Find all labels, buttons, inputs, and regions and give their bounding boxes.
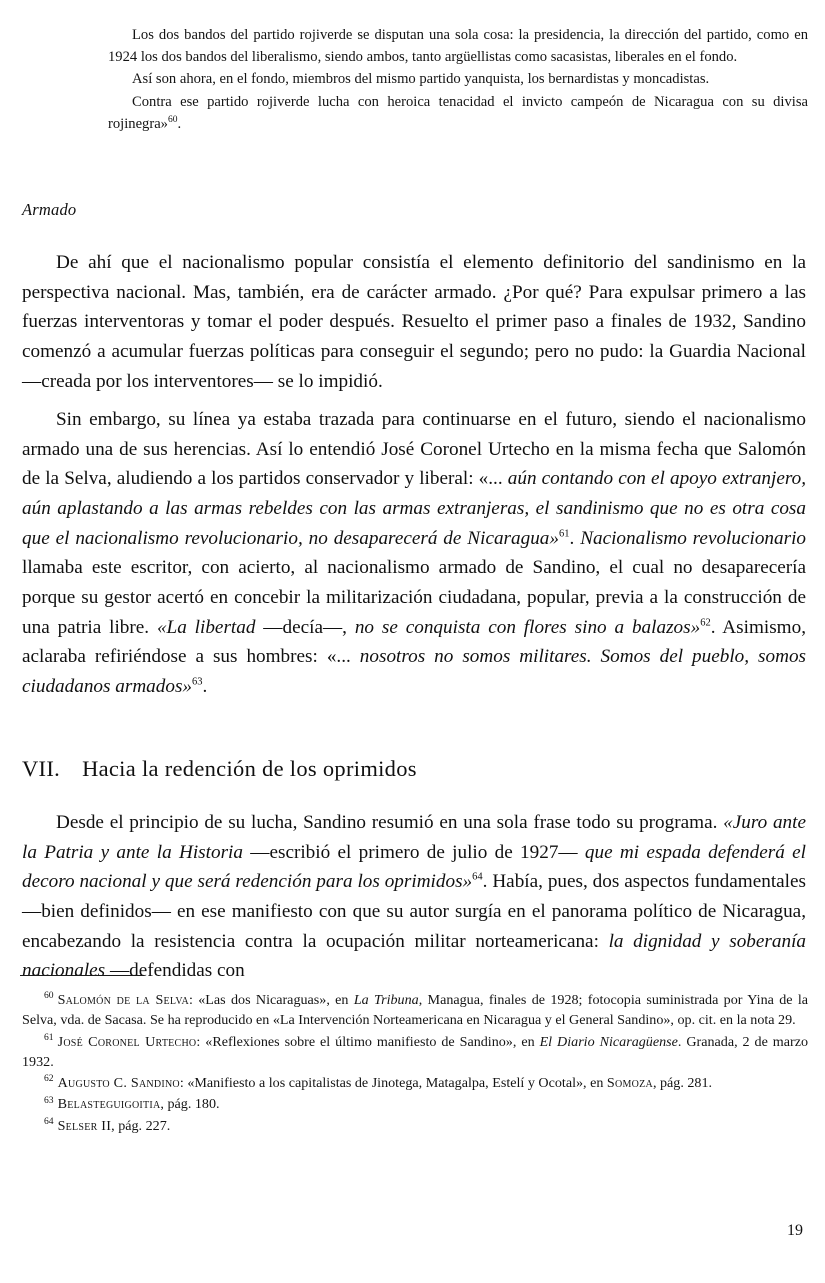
italic-quotation: que mi espada defenderá el decoro nacional y que será redención para los oprimidos» bbox=[22, 841, 806, 893]
body-paragraph-vii-1 bbox=[22, 808, 806, 986]
text-run: . bbox=[569, 527, 581, 549]
text-run: . Asimismo, aclaraba refiriéndose a sus hombres: «... bbox=[22, 616, 807, 668]
italic-title: La Tribuna bbox=[353, 992, 419, 1008]
footnote-reference-64[interactable]: 64 bbox=[472, 871, 483, 883]
footnote-60 bbox=[22, 990, 808, 1031]
text-run: Desde el principio de su lucha, Sandino resumió en una sola frase todo su programa. bbox=[56, 812, 724, 833]
italic-quotation: nosotros no somos militares. Somos del pueblo, somos ciudadanos armados» bbox=[22, 646, 806, 697]
text-run: , Managua, finales de 1928; fotocopia suministrada por Yina de la Selva, vda. de Sacasa. Se ha reproducido en «La Intervención Norteamericana en Nicaragua y el General Sandino», op. cit. en la nota 29. bbox=[22, 992, 809, 1029]
footnote-62 bbox=[22, 1073, 808, 1093]
footnote-64 bbox=[22, 1116, 808, 1136]
footnote-author: Salomón de la Selva bbox=[57, 992, 190, 1008]
paragraph-text: De ahí que el nacionalismo popular consistía el elemento definitorio del sandinismo en la perspectiva nacional. Mas, también, era de carácter armado. ¿Por qué? Para expulsar primero a las fuerzas interventoras y tomar el poder después. Resuelto el primer paso a finales de 1932, Sandino comenzó a acumular fuerzas políticas para conseguir el segundo; pero no pudo: la Guardia Nacional —creada por los interventores— se lo impidió. bbox=[22, 252, 806, 392]
footnote-reference-61[interactable]: 61 bbox=[559, 528, 570, 540]
footnote-61 bbox=[22, 1032, 808, 1073]
italic-phrase: la dignidad y soberanía nacionales bbox=[22, 930, 806, 982]
block-quotation bbox=[108, 24, 808, 135]
footnote-number: 60 bbox=[44, 990, 54, 1002]
text-run: —decía—, bbox=[255, 616, 355, 638]
body-paragraph-armado-2 bbox=[22, 405, 806, 702]
blockquote-paragraph-1: Los dos bandos del partido rojiverde se disputan una sola cosa: la presidencia, la dirección del partido, como en 1924 los dos bandos del liberalismo, siendo ambos, tanto argüellistas como sacasistas, liberales en el fondo. bbox=[108, 27, 808, 66]
text-run: : «Reflexiones sobre el último manifiesto de Sandino», en bbox=[196, 1033, 540, 1050]
text-run: : «Las dos Nicaraguas», en bbox=[189, 992, 354, 1008]
italic-term: Nacionalismo revolucionario bbox=[580, 527, 807, 549]
text-run: . bbox=[202, 675, 208, 697]
footnote-source: Somoza bbox=[606, 1075, 653, 1092]
text-run: , pág. 180. bbox=[160, 1096, 220, 1113]
footnote-number: 61 bbox=[44, 1031, 54, 1043]
footnote-author: Selser II bbox=[57, 1117, 112, 1134]
footnote-author: José Coronel Urtecho bbox=[57, 1033, 197, 1050]
footnotes-section bbox=[22, 990, 808, 1137]
text-run: . Granada, 2 de marzo 1932. bbox=[22, 1033, 809, 1070]
chapter-title: Hacia la redención de los oprimidos bbox=[82, 756, 417, 781]
text-run: llamaba este escritor, con acierto, al nacionalismo armado de Sandino, el cual no desaparecería porque su gestor acertó en concebir la militarización ciudadana, popular, previa a la construcción de una patria libre. bbox=[22, 557, 806, 638]
italic-quotation: «La libertad bbox=[156, 616, 256, 638]
blockquote-paragraph-3-text: Contra ese partido rojiverde lucha con heroica tenacidad el invicto campeón de Nicaragua con su divisa rojinegra» bbox=[108, 93, 808, 132]
footnote-number: 64 bbox=[44, 1116, 54, 1127]
footnote-author: Belasteguigoitia bbox=[57, 1096, 161, 1113]
footnote-63 bbox=[22, 1094, 808, 1114]
paragraph-text bbox=[22, 405, 806, 702]
footnote-reference-62[interactable]: 62 bbox=[700, 617, 711, 629]
italic-quotation: no se conquista con flores sino a balazos» bbox=[354, 616, 701, 638]
italic-title: El Diario Nicaragüense bbox=[539, 1033, 678, 1050]
text-run: —escribió el primero de julio de 1927— bbox=[242, 841, 585, 863]
italic-quotation: aún contando con el apoyo extranjero, aún aplastando a las armas rebeldes con las armas extranjeras, el sandinismo que no es otra cosa que el nacionalismo revolucionario, no desaparecerá de Nicaragua» bbox=[22, 468, 807, 549]
text-run: , pág. 281. bbox=[652, 1075, 713, 1092]
text-run: —defendidas con bbox=[105, 960, 245, 982]
italic-quotation: «Juro ante la Patria y ante la Historia bbox=[22, 812, 806, 863]
footnote-number: 63 bbox=[44, 1094, 54, 1106]
blockquote-paragraph-3-tail: . bbox=[177, 115, 182, 132]
paragraph-text bbox=[22, 808, 806, 986]
body-paragraph-armado-1 bbox=[22, 248, 806, 396]
text-run: Sin embargo, su línea ya estaba trazada para continuarse en el futuro, siendo el nacionalismo armado una de sus herencias. Así lo entendió José Coronel Urtecho en la misma fecha que Salomón de la Selva, aludiendo a los partidos conservador y liberal: «... bbox=[22, 409, 806, 490]
footnote-number: 62 bbox=[44, 1073, 54, 1085]
footnote-author: Augusto C. Sandino bbox=[57, 1075, 180, 1092]
text-run: : «Manifiesto a los capitalistas de Jinotega, Matagalpa, Estelí y Ocotal», en bbox=[179, 1075, 607, 1092]
footnote-separator-rule bbox=[20, 975, 144, 976]
footnote-reference-63[interactable]: 63 bbox=[192, 676, 203, 688]
chapter-number: VII. bbox=[22, 756, 61, 781]
chapter-heading bbox=[22, 755, 417, 782]
footnote-reference-60[interactable]: 60 bbox=[167, 114, 178, 125]
blockquote-paragraph-3 bbox=[108, 91, 808, 135]
text-run: , pág. 227. bbox=[111, 1117, 171, 1134]
page-number: 19 bbox=[787, 1222, 803, 1239]
section-subheading: Armado bbox=[22, 200, 77, 219]
blockquote-paragraph-2: Así son ahora, en el fondo, miembros del mismo partido yanquista, los bernardistas y moncadistas. bbox=[132, 71, 710, 88]
text-run: . Había, pues, dos aspectos fundamentales —bien definidos— en ese manifiesto con que su autor surgía en el panorama político de Nicaragua, encabezando la resistencia contra la ocupación militar norteamericana: bbox=[22, 871, 806, 952]
